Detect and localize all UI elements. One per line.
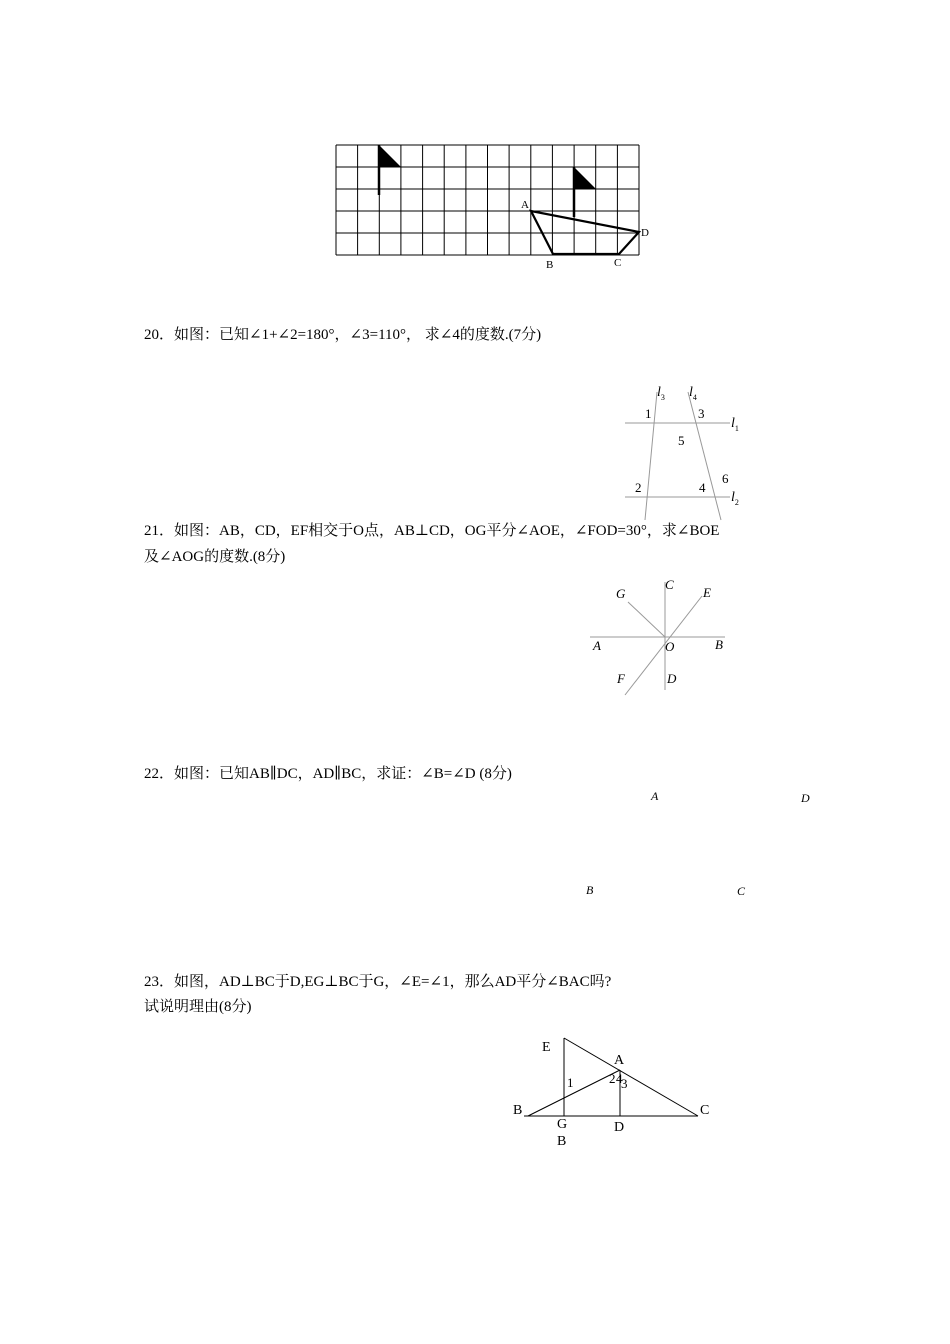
label-l4: $l_4$ <box>689 385 697 402</box>
question-21-line2: 及∠AOG的度数.(8分) <box>144 549 286 565</box>
label-c: C <box>665 577 674 592</box>
angle-1: 1 <box>567 1075 574 1090</box>
label-o: O <box>665 639 675 654</box>
angle-1: 1 <box>645 406 652 421</box>
q22-figure <box>580 785 840 905</box>
label-e: E <box>703 585 711 600</box>
label-b-extra: B <box>557 1134 567 1149</box>
angle-2: 2 <box>609 1071 616 1086</box>
line-ef <box>625 596 702 695</box>
question-23-line1: 23．如图，AD⊥BC于D,EG⊥BC于G，∠E=∠1，那么AD平分∠BAC吗? <box>144 974 612 990</box>
line-ec <box>564 1038 698 1116</box>
label-a: A <box>521 199 529 211</box>
angle-2: 2 <box>635 480 642 495</box>
label-b: B <box>546 259 554 271</box>
label-c: C <box>737 884 746 898</box>
grid-figure <box>330 140 650 270</box>
label-b: B <box>715 637 723 652</box>
label-l1: $l_1$ <box>731 416 739 433</box>
flag-right <box>574 167 596 217</box>
label-a: A <box>651 789 659 803</box>
label-d: D <box>667 671 677 686</box>
label-d: D <box>801 791 810 805</box>
label-a: A <box>593 638 601 653</box>
q20-figure <box>615 380 755 520</box>
label-f: F <box>617 671 625 686</box>
line-l4 <box>688 392 721 520</box>
line-og <box>628 602 665 637</box>
label-b: B <box>586 883 594 897</box>
q23-figure <box>510 1032 730 1152</box>
label-d: D <box>641 227 649 239</box>
label-g: G <box>616 586 626 601</box>
label-c: C <box>700 1103 710 1118</box>
label-e: E <box>542 1040 551 1055</box>
label-l2: $l_2$ <box>731 490 739 507</box>
question-22-text: 22．如图：已知AB∥DC，AD∥BC，求证：∠B=∠D (8分) <box>144 766 512 782</box>
question-20-text: 20．如图：已知∠1+∠2=180°，∠3=110°， 求∠4的度数.(7分) <box>144 327 542 343</box>
label-b: B <box>513 1103 523 1118</box>
question-23-line2: 试说明理由(8分) <box>144 999 252 1015</box>
label-c: C <box>614 257 622 269</box>
angle-4: 4 <box>699 480 706 495</box>
q21-figure <box>585 572 745 702</box>
angle-6: 6 <box>722 471 729 486</box>
angle-5: 5 <box>678 433 685 448</box>
angle-3: 3 <box>621 1076 628 1091</box>
label-a: A <box>614 1053 625 1068</box>
question-21-line1: 21．如图：AB，CD，EF相交于O点，AB⊥CD，OG平分∠AOE，∠FOD=30°，求∠BOE <box>144 523 720 539</box>
line-ba <box>528 1070 620 1116</box>
flag-left <box>379 145 401 195</box>
angle-4: 4 <box>616 1071 623 1086</box>
label-d: D <box>614 1120 625 1135</box>
label-l3: $l_3$ <box>657 385 665 402</box>
angle-3: 3 <box>698 406 705 421</box>
label-g: G <box>557 1117 568 1132</box>
